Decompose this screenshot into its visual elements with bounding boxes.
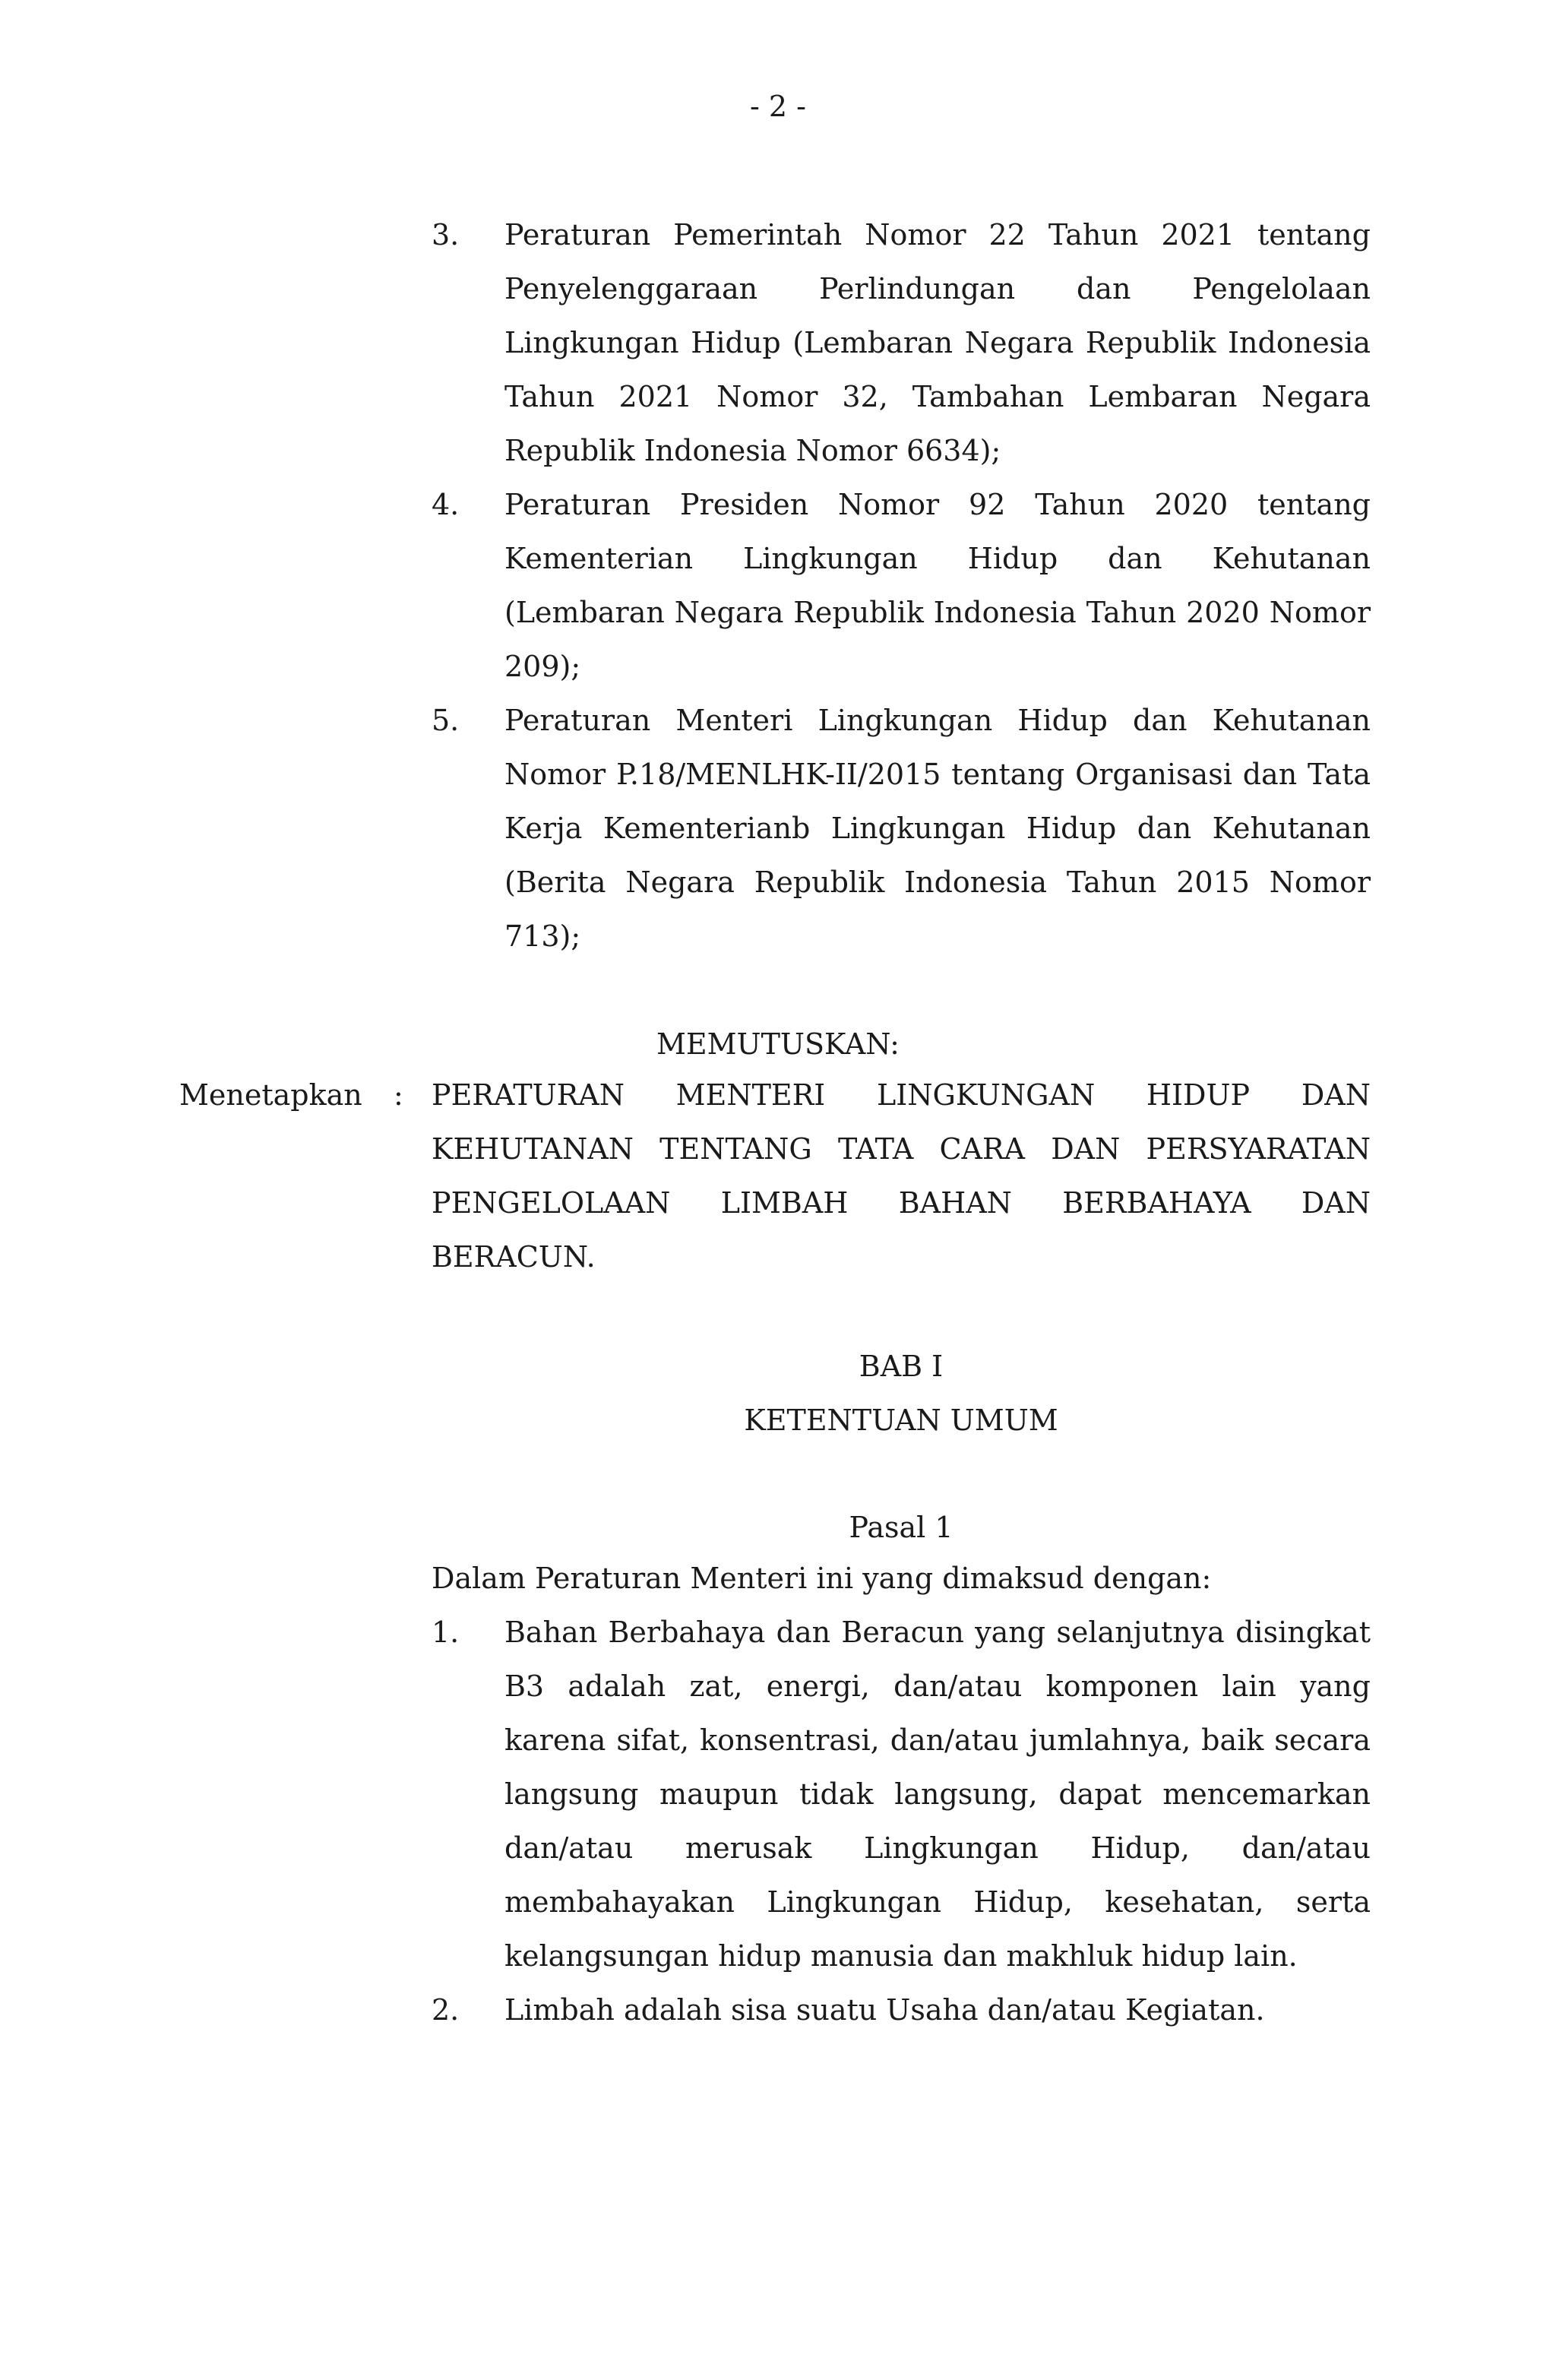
list-item-number: 3. (432, 218, 460, 252)
page-number: - 2 - (749, 90, 806, 123)
list-item (432, 208, 1371, 478)
list-item (432, 694, 1371, 964)
list-item-text: Peraturan Presiden Nomor 92 Tahun 2020 tentang Kementerian Lingkungan Hidup dan Kehutanan (Lembaran Negara Republik Indonesia Tahun 2020 Nomor 209); (504, 488, 1371, 683)
list-item-number: 1. (432, 1616, 460, 1649)
list-item (432, 1606, 1371, 1983)
list-item-number: 2. (432, 1993, 460, 2027)
decision-colon: : (394, 1078, 403, 1112)
list-item (432, 1983, 1371, 2037)
article-title: Pasal 1 (849, 1511, 954, 1544)
list-item-number: 4. (432, 488, 460, 521)
definitions-list (432, 1606, 1371, 2037)
list-item-text: Peraturan Menteri Lingkungan Hidup dan Kehutanan Nomor P.18/MENLHK-II/2015 tentang Organisasi dan Tata Kerja Kementerianb Lingkungan Hidup dan Kehutanan (Berita Negara Republik Indonesia Tahun 2015 Nomor 713); (504, 704, 1371, 953)
considerations-list (432, 208, 1371, 964)
decision-label: Menetapkan (179, 1078, 362, 1112)
list-item-number: 5. (432, 704, 460, 737)
decision-text: PERATURAN MENTERI LINGKUNGAN HIDUP DAN KEHUTANAN TENTANG TATA CARA DAN PERSYARATAN PENGELOLAAN LIMBAH BAHAN BERBAHAYA DAN BERACUN. (432, 1078, 1371, 1274)
list-item-text: Bahan Berbahaya dan Beracun yang selanjutnya disingkat B3 adalah zat, energi, dan/atau komponen lain yang karena sifat, konsentrasi, dan/atau jumlahnya, baik secara langsung maupun tidak langsung, dapat mencemarkan dan/atau merusak Lingkungan Hidup, dan/atau membahayakan Lingkungan Hidup, kesehatan, serta kelangsungan hidup manusia dan makhluk hidup lain. (504, 1616, 1371, 1973)
list-item-text: Limbah adalah sisa suatu Usaha dan/atau Kegiatan. (504, 1993, 1265, 2027)
list-item-text: Peraturan Pemerintah Nomor 22 Tahun 2021 tentang Penyelenggaraan Perlindungan dan Pengelolaan Lingkungan Hidup (Lembaran Negara Republik Indonesia Tahun 2021 Nomor 32, Tambahan Lembaran Negara Republik Indonesia Nomor 6634); (504, 218, 1371, 467)
list-item (432, 478, 1371, 694)
decision-heading: MEMUTUSKAN: (656, 1027, 900, 1061)
article-intro: Dalam Peraturan Menteri ini yang dimaksud dengan: (432, 1562, 1212, 1595)
chapter-number: BAB I (859, 1350, 944, 1383)
chapter-title: KETENTUAN UMUM (744, 1404, 1058, 1437)
